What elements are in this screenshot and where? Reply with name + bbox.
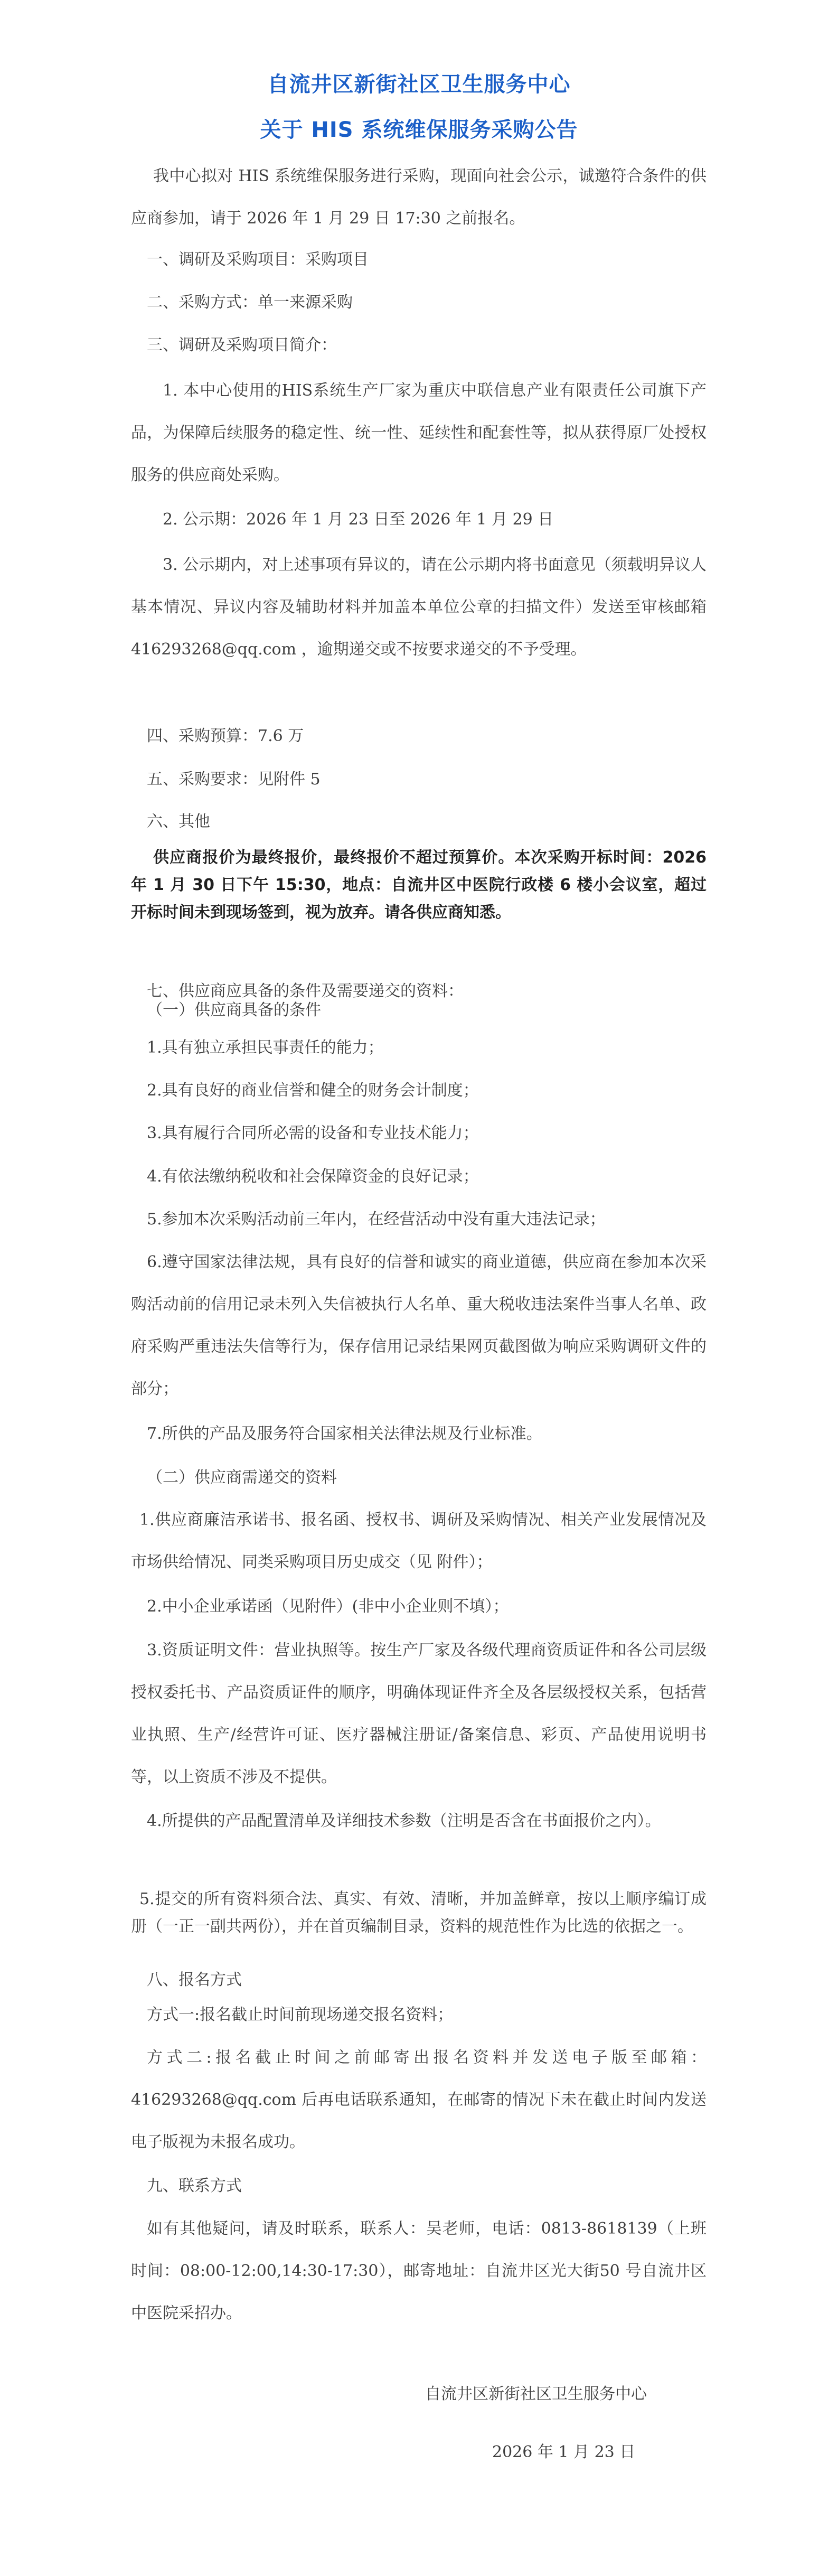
signature-org: 自流井区新街社区卫生服务中心 xyxy=(425,2385,647,2403)
doc-title-line2: 关于 HIS 系统维保服务采购公告 xyxy=(260,118,578,142)
section-1-heading: 一、调研及采购项目：采购项目 xyxy=(147,250,369,269)
intro-paragraph: 我中心拟对 HIS 系统维保服务进行采购，现面向社会公示，诚邀符合条件的供应商参加，请于 2026 年 1 月 29 日 17:30 之前报名。 xyxy=(131,167,707,228)
condition-item-1: 1.具有独立承担民事责任的能力； xyxy=(147,1038,384,1057)
section-7-sub-2: （二）供应商需递交的资料 xyxy=(147,1468,337,1487)
section-9-heading: 九、联系方式 xyxy=(147,2177,242,2195)
registration-method-2: 方式二:报名截止时间之前邮寄出报名资料并发送电子版至邮箱：416293268@qq.com 后再电话联系通知，在邮寄的情况下未在截止时间内发送电子版视为未报名成功。 xyxy=(131,2048,707,2151)
condition-item-4: 4.有依法缴纳税收和社会保障资金的良好记录； xyxy=(147,1167,479,1186)
material-item-2: 2.中小企业承诺函（见附件）(非中小企业则不填）； xyxy=(147,1597,509,1616)
material-item-3: 3.资质证明文件：营业执照等。按生产厂家及各级代理商资质证件和各公司层级授权委托书、产品资质证件的顺序，明确体现证件齐全及各层级授权关系，包括营业执照、生产/经营许可证、医疗器械注册证/备案信息、彩页、产品使用说明书等，以上资质不涉及不提供。 xyxy=(131,1641,707,1786)
condition-item-2: 2.具有良好的商业信誉和健全的财务会计制度； xyxy=(147,1081,479,1100)
section-3-item-3: 3. 公示期内，对上述事项有异议的，请在公示期内将书面意见（须载明异议人基本情况、异议内容及辅助材料并加盖本单位公章的扫描文件）发送至审核邮箱 416293268@qq.com ，逾期递交或不按要求递交的不予受理。 xyxy=(131,556,707,659)
material-item-1: 1.供应商廉洁承诺书、报名函、授权书、调研及采购情况、相关产业发展情况及市场供给情况、同类采购项目历史成交（见 附件）； xyxy=(131,1511,707,1571)
doc-title-line1: 自流井区新街社区卫生服务中心 xyxy=(267,72,571,97)
section-8-heading: 八、报名方式 xyxy=(147,1971,242,1989)
condition-item-3: 3.具有履行合同所必需的设备和专业技术能力； xyxy=(147,1124,479,1142)
material-item-5: 5.提交的所有资料须合法、真实、有效、清晰，并加盖鲜章，按以上顺序编订成册（一正一副共两份），并在首页编制目录，资料的规范性作为比选的依据之一。 xyxy=(131,1890,707,1936)
condition-item-5: 5.参加本次采购活动前三年内，在经营活动中没有重大违法记录； xyxy=(147,1210,606,1229)
condition-item-6: 6.遵守国家法律法规，具有良好的信誉和诚实的商业道德，供应商在参加本次采购活动前的信用记录未列入失信被执行人名单、重大税收违法案件当事人名单、政府采购严重违法失信等行为，保存信用记录结果网页截图做为响应采购调研文件的部分； xyxy=(131,1253,707,1398)
section-3-item-1: 1. 本中心使用的HIS系统生产厂家为重庆中联信息产业有限责任公司旗下产品，为保障后续服务的稳定性、统一性、延续性和配套性等，拟从获得原厂处授权服务的供应商处采购。 xyxy=(131,381,707,484)
signature-date: 2026 年 1 月 23 日 xyxy=(492,2443,636,2461)
section-3-item-2: 2. 公示期：2026 年 1 月 23 日至 2026 年 1 月 29 日 xyxy=(163,510,554,529)
section-6-paragraph: 供应商报价为最终报价，最终报价不超过预算价。本次采购开标时间：2026 年 1 月 30 日下午 15:30，地点：自流井区中医院行政楼 6 楼小会议室，超过开标时间未到现场签到，视为放弃。请各供应商知悉。 xyxy=(131,848,707,922)
contact-paragraph: 如有其他疑问，请及时联系，联系人：吴老师，电话：0813-8618139（上班时间：08:00-12:00,14:30-17:30），邮寄地址：自流井区光大街50 号自流井区中医院采招办。 xyxy=(131,2219,707,2322)
section-6-heading: 六、其他 xyxy=(147,812,210,831)
section-5-heading: 五、采购要求：见附件 5 xyxy=(147,770,321,789)
condition-item-7: 7.所供的产品及服务符合国家相关法律法规及行业标准。 xyxy=(147,1425,542,1443)
registration-method-1: 方式一:报名截止时间前现场递交报名资料； xyxy=(147,2006,454,2024)
section-3-heading: 三、调研及采购项目简介： xyxy=(147,336,337,354)
section-2-heading: 二、采购方式：单一来源采购 xyxy=(147,293,353,312)
section-7-sub-1: （一）供应商具备的条件 xyxy=(147,1001,321,1019)
material-item-4: 4.所提供的产品配置清单及详细技术参数（注明是否含在书面报价之内）。 xyxy=(147,1812,661,1830)
section-7-heading: 七、供应商应具备的条件及需要递交的资料： xyxy=(147,982,464,1000)
section-4-heading: 四、采购预算：7.6 万 xyxy=(147,727,304,745)
